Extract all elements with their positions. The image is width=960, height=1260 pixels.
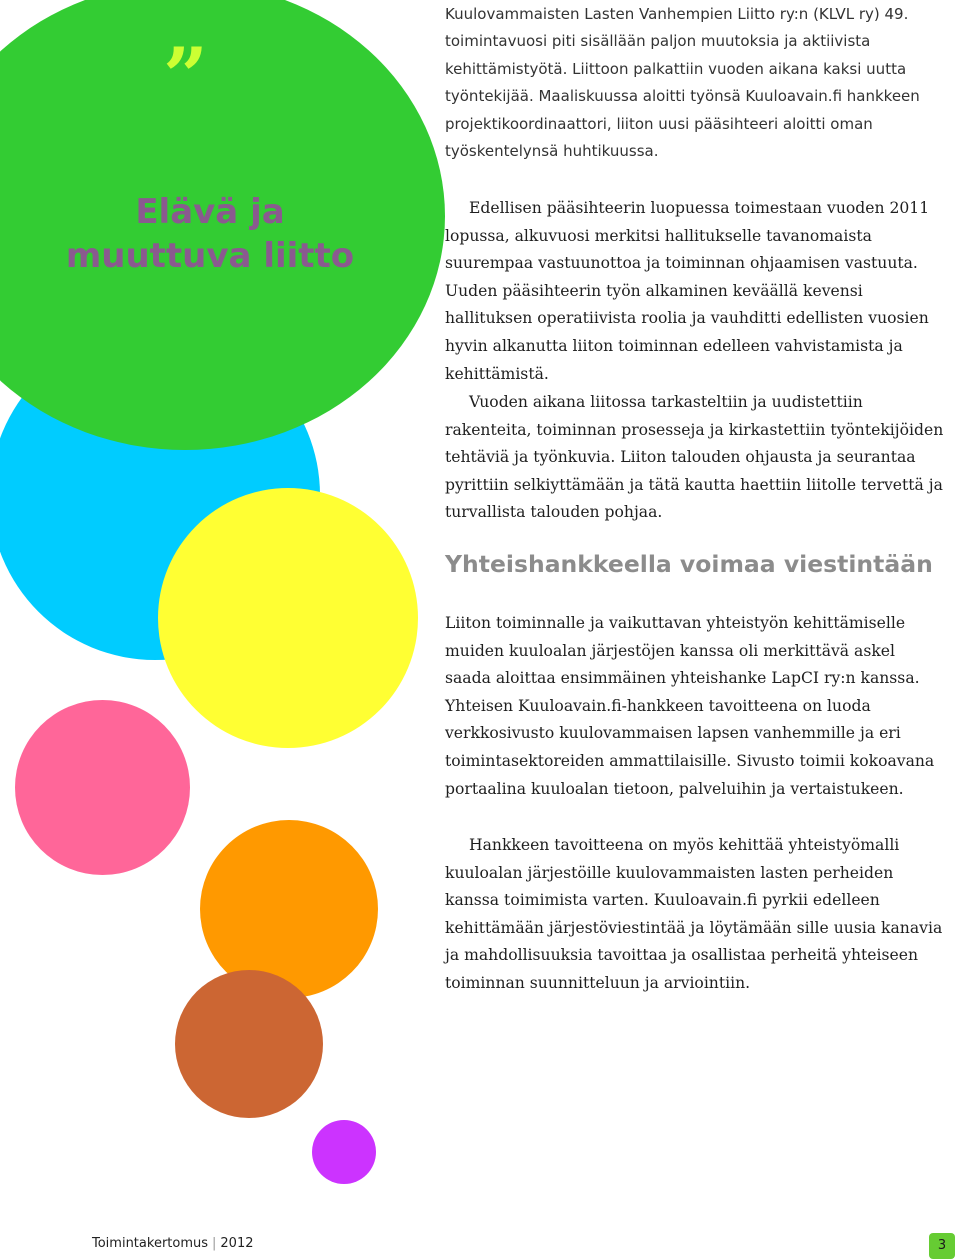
footer-year: 2012 [220, 1236, 254, 1251]
intro-paragraph: Kuulovammaisten Lasten Vanhempien Liitto ry:n (KLVL ry) 49. toimintavuosi piti sisällään paljon muutoksia ja aktiivista kehittämistyötä. Liittoon palkattiin vuoden aikana kaksi uutta työntekijää. Maaliskuussa aloitti työnsä Kuuloavain.fi hankkeen projektikoordinaattori, liiton uusi pääsihteeri aloitti oman työskentelynsä huhtikuussa. [445, 5, 920, 161]
side-heading-line1: Elävä ja [135, 192, 285, 232]
page-number-badge: 3 [929, 1233, 955, 1259]
paragraph-2: Edellisen pääsihteerin luopuessa toimestaan vuoden 2011 lopussa, alkuvuosi merkitsi hallitukselle tavanomaista suurempaa vastuunottoa ja toiminnan ohjaamisen vastuuta. Uuden pääsihteerin työn alkaminen keväällä kevensi hallituksen operatiivista roolia ja vauhditti edellisten vuosien hyvin alkanutta liiton toiminnan edelleen vahvistamista ja kehittämistä. [445, 199, 930, 383]
footer [92, 1236, 254, 1251]
paragraph-3: Vuoden aikana liitossa tarkasteltiin ja uudistettiin rakenteita, toiminnan prosesseja ja kirkastettiin työntekijöiden tehtäviä ja työnkuvia. Liiton talouden ohjausta ja seurantaa pyrittiin selkiyttämään ja tätä kautta haettiin liitolle tervettä ja turvallista talouden pohjaa. [445, 393, 944, 522]
paragraph-4: Liiton toiminnalle ja vaikuttavan yhteistyön kehittämiselle muiden kuuloalan järjestöjen kanssa oli merkittävä askel saada aloittaa ensimmäinen yhteishanke LapCI ry:n kanssa. Yhteisen Kuuloavain.fi-hankkeen tavoitteena on luoda verkkosivusto kuulovammaisen lapsen vanhemmille ja eri toimintasektoreiden ammattilaisille. Sivusto toimii kokoavana portaalina kuuloalan tietoon, palveluihin ja vertaistukeen. [445, 614, 935, 798]
decor-circle-violet [312, 1120, 376, 1184]
decor-circle-orange [200, 820, 378, 998]
side-heading [30, 190, 390, 278]
decor-circle-yellow [158, 488, 418, 748]
quote-mark-icon: ” [163, 31, 204, 122]
decor-circle-pink [15, 700, 190, 875]
decor-circle-brown [175, 970, 323, 1118]
section-heading: Yhteishankkeella voimaa viestintään [445, 550, 933, 578]
footer-title: Toimintakertomus [92, 1236, 209, 1251]
footer-separator: | [212, 1236, 217, 1251]
paragraph-5: Hankkeen tavoitteena on myös kehittää yhteistyömalli kuuloalan järjestöille kuulovammaisten lasten perheiden kanssa toimimista varten. Kuuloavain.fi pyrkii edelleen kehittämään järjestöviestintää ja löytämään sille uusia kanavia ja mahdollisuuksia tavoittaa ja osallistaa perheitä yhteiseen toiminnan suunnitteluun ja arviointiin. [445, 836, 943, 992]
side-heading-line2: muuttuva liitto [65, 236, 355, 276]
